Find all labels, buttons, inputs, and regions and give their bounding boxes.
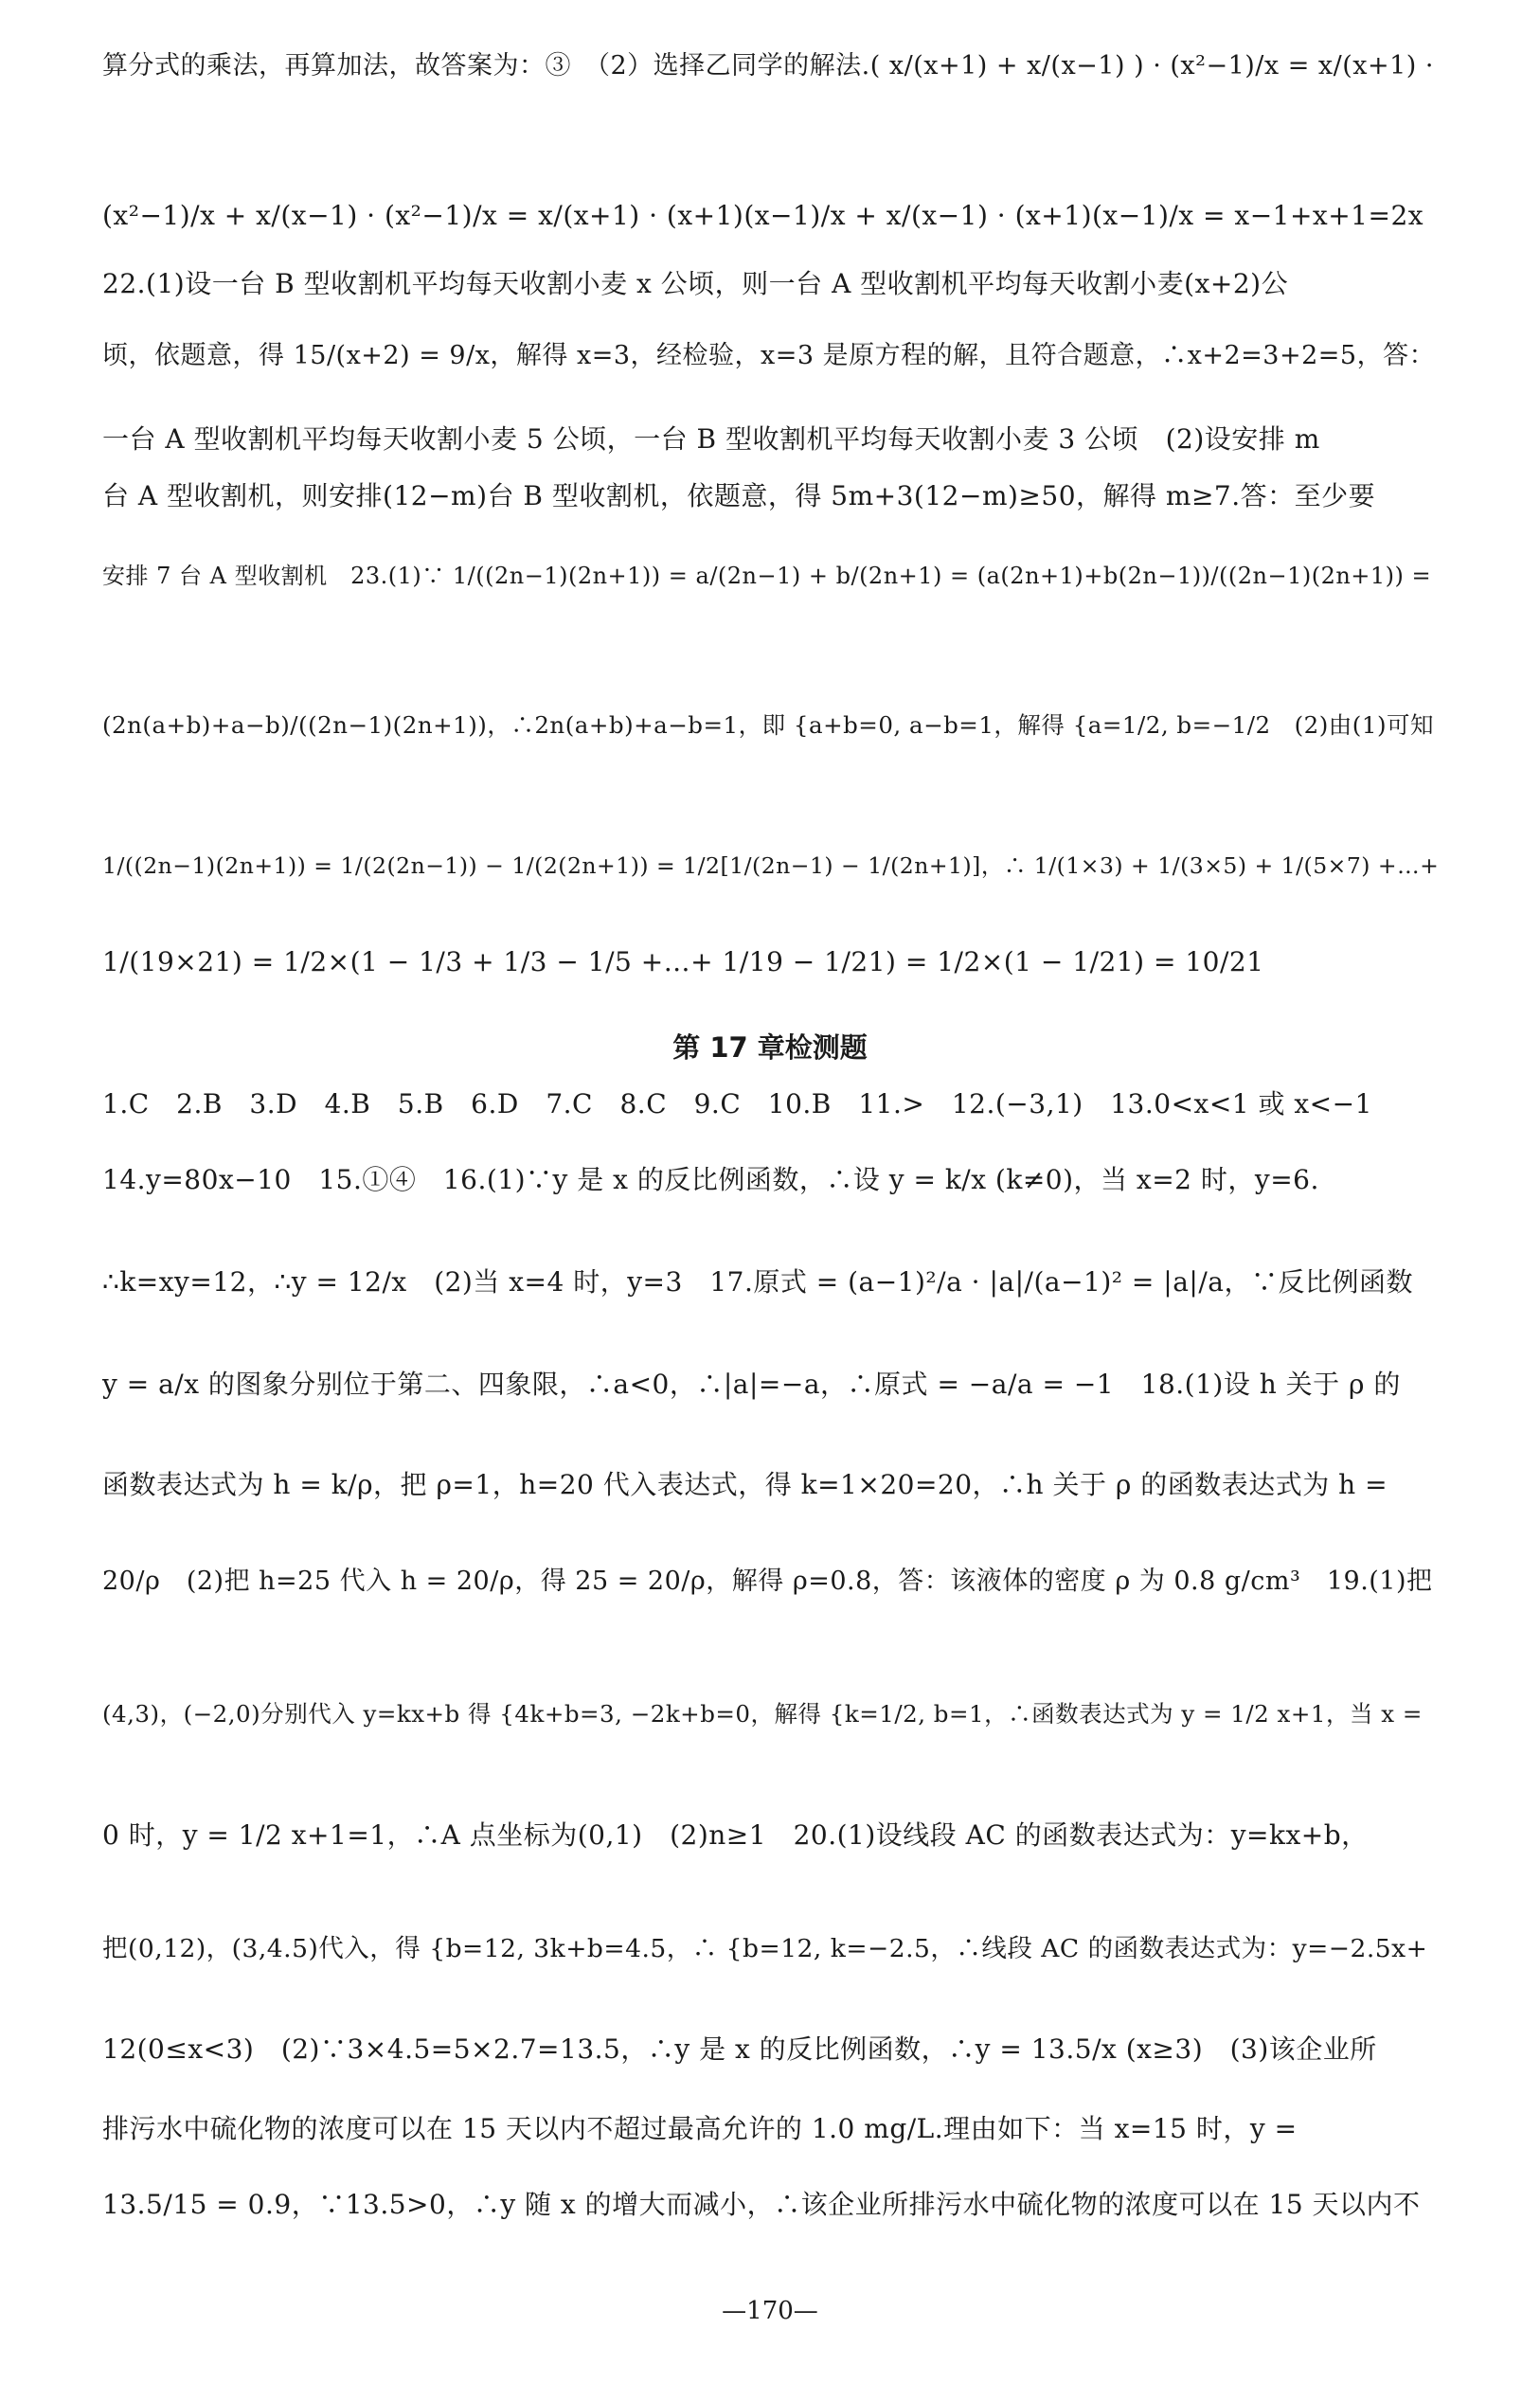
text-line: 14.y=80x−10 15.①④ 16.(1)∵y 是 x 的反比例函数，∴设 y = k/x (k≠0)，当 x=2 时，y=6. — [102, 1164, 1319, 1195]
text-line: 20/ρ (2)把 h=25 代入 h = 20/ρ，得 25 = 20/ρ，解得 ρ=0.8，答：该液体的密度 ρ 为 0.8 g/cm³ 19.(1)把 — [102, 1567, 1433, 1596]
page-number: —170— — [722, 2297, 818, 2325]
text-line: 1/((2n−1)(2n+1)) = 1/(2(2n−1)) − 1/(2(2n+1)) = 1/2[1/(2n−1) − 1/(2n+1)]，∴ 1/(1×3) + 1/(3×5) + 1/(5×7) +…+ — [102, 852, 1440, 879]
text-line: 安排 7 台 A 型收割机 23.(1)∵ 1/((2n−1)(2n+1)) = a/(2n−1) + b/(2n+1) = (a(2n+1)+b(2n−1))/((2n−1)(2n+1)) = — [102, 563, 1432, 589]
text-line: y = a/x 的图象分别位于第二、四象限，∴a<0，∴|a|=−a，∴原式 = −a/a = −1 18.(1)设 h 关于 ρ 的 — [102, 1369, 1401, 1400]
text-line: 一台 A 型收割机平均每天收割小麦 5 公顷，一台 B 型收割机平均每天收割小麦 3 公顷 (2)设安排 m — [102, 423, 1320, 455]
text-line: 把(0,12)，(3,4.5)代入，得 {b=12, 3k+b=4.5，∴ {b=12, k=−2.5，∴线段 AC 的函数表达式为：y=−2.5x+ — [102, 1934, 1428, 1963]
text-line: 台 A 型收割机，则安排(12−m)台 B 型收割机，依题意，得 5m+3(12−m)≥50，解得 m≥7.答：至少要 — [102, 480, 1376, 511]
text-line: 顷，依题意，得 15/(x+2) = 9/x，解得 x=3，经检验，x=3 是原方程的解，且符合题意，∴x+2=3+2=5，答： — [102, 341, 1436, 370]
text-line: (2n(a+b)+a−b)/((2n−1)(2n+1))，∴2n(a+b)+a−b=1，即 {a+b=0, a−b=1，解得 {a=1/2, b=−1/2 (2)由(1)可知 — [102, 711, 1435, 739]
text-line: 22.(1)设一台 B 型收割机平均每天收割小麦 x 公顷，则一台 A 型收割机平均每天收割小麦(x+2)公 — [102, 268, 1289, 299]
text-line: 12(0≤x<3) (2)∵3×4.5=5×2.7=13.5，∴y 是 x 的反比例函数，∴y = 13.5/x (x≥3) (3)该企业所 — [102, 2033, 1377, 2065]
text-line: 1/(19×21) = 1/2×(1 − 1/3 + 1/3 − 1/5 +…+ 1/19 − 1/21) = 1/2×(1 − 1/21) = 10/21 — [102, 946, 1264, 977]
text-line: (x²−1)/x + x/(x−1) · (x²−1)/x = x/(x+1) · (x+1)(x−1)/x + x/(x−1) · (x+1)(x−1)/x = x−1+x+1=2x — [102, 200, 1424, 231]
text-line: 1.C 2.B 3.D 4.B 5.B 6.D 7.C 8.C 9.C 10.B 11.> 12.(−3,1) 13.0<x<1 或 x<−1 — [102, 1088, 1372, 1119]
chapter-heading: 第 17 章检测题 — [672, 1031, 868, 1064]
text-line: ∴k=xy=12，∴y = 12/x (2)当 x=4 时，y=3 17.原式 = (a−1)²/a · |a|/(a−1)² = |a|/a，∵反比例函数 — [102, 1266, 1413, 1298]
text-line: 算分式的乘法，再算加法，故答案为：③ （2）选择乙同学的解法.( x/(x+1) + x/(x−1) ) · (x²−1)/x = x/(x+1) · — [102, 51, 1434, 81]
text-line: 函数表达式为 h = k/ρ，把 ρ=1，h=20 代入表达式，得 k=1×20=20，∴h 关于 ρ 的函数表达式为 h = — [102, 1469, 1388, 1500]
text-line: 排污水中硫化物的浓度可以在 15 天以内不超过最高允许的 1.0 mg/L.理由如下：当 x=15 时，y = — [102, 2113, 1298, 2144]
text-line: (4,3)，(−2,0)分别代入 y=kx+b 得 {4k+b=3, −2k+b=0，解得 {k=1/2, b=1，∴函数表达式为 y = 1/2 x+1，当 x = — [102, 1700, 1423, 1728]
text-line: 0 时，y = 1/2 x+1=1，∴A 点坐标为(0,1) (2)n≥1 20.(1)设线段 AC 的函数表达式为：y=kx+b， — [102, 1819, 1369, 1851]
text-line: 13.5/15 = 0.9，∵13.5>0，∴y 随 x 的增大而减小，∴该企业所排污水中硫化物的浓度可以在 15 天以内不 — [102, 2189, 1421, 2220]
